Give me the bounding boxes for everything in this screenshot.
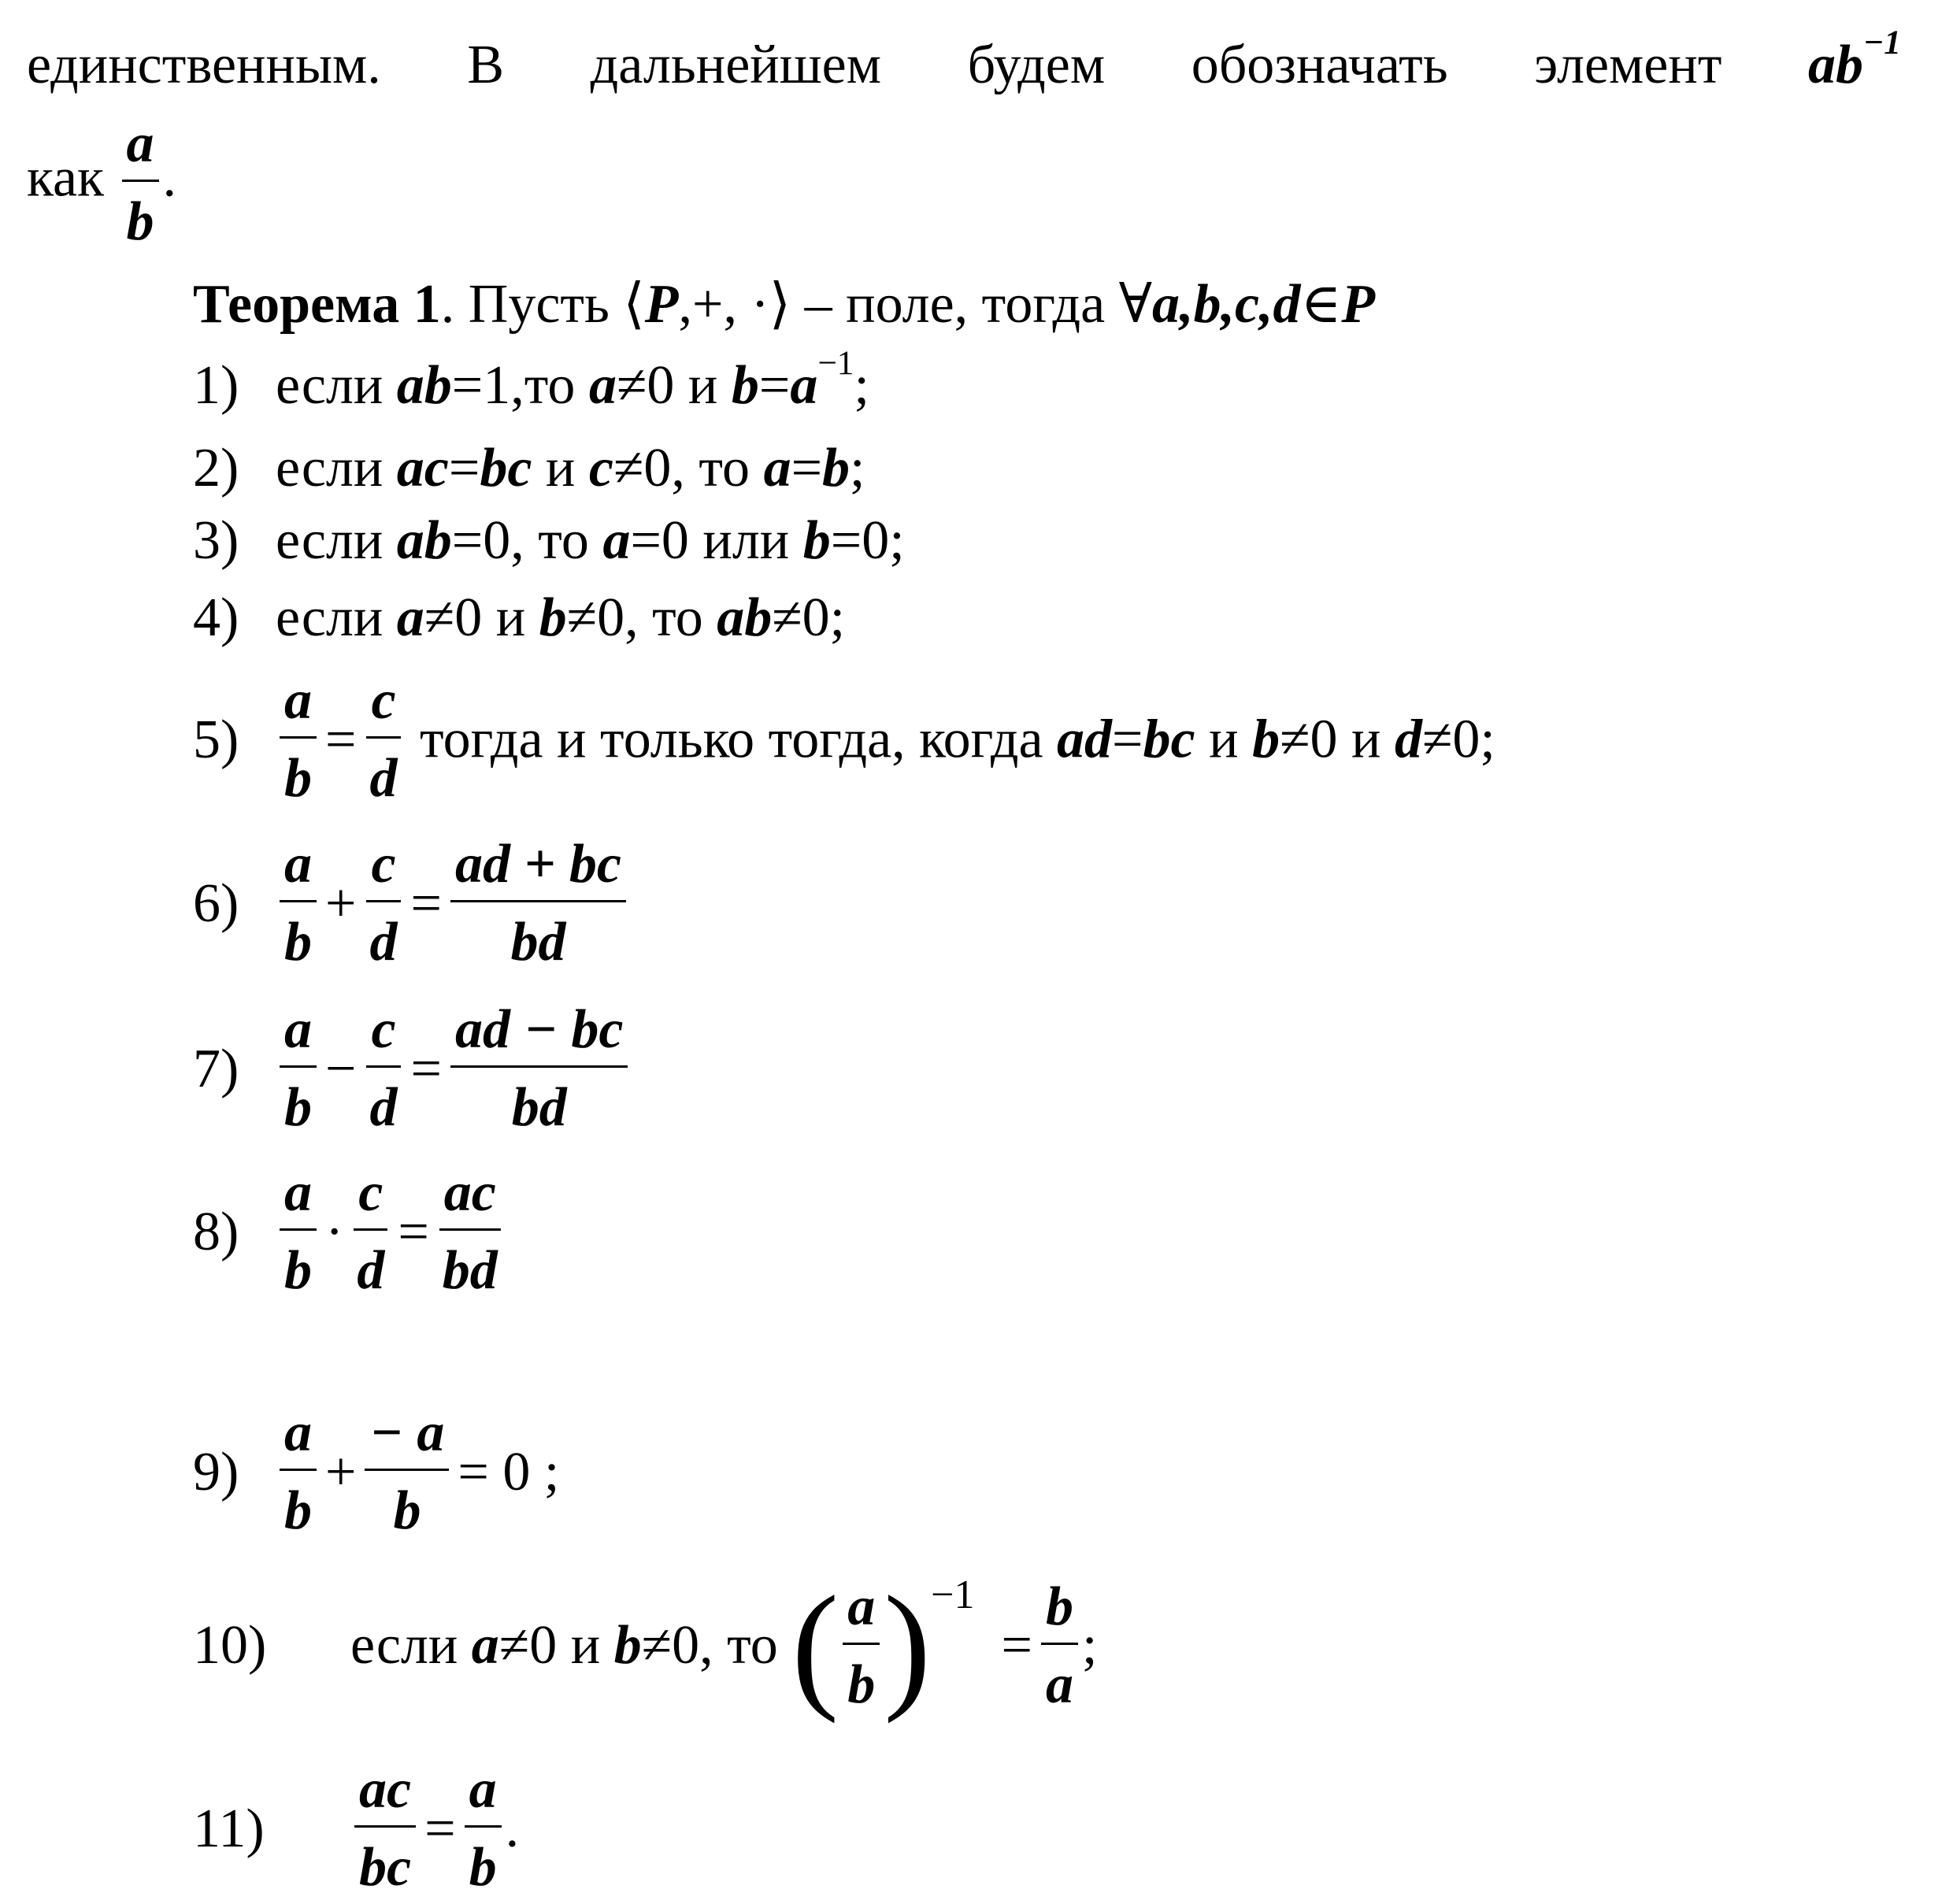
theorem-item-11: 11) $\frac{ac}{bc}$ = $\frac{a}{b}$ . <box>193 1759 520 1898</box>
theorem-item-6: 6) $\frac{a}{b}$ + $\frac{c}{d}$ = $\frac{ad + bc}{bd}$ <box>193 837 630 970</box>
intro-line-2: как $\frac{a}{b}$ . <box>27 113 177 252</box>
theorem-item-9: 9) $\frac{a}{b}$ + $\frac{- a}{b}$ = 0 ; <box>193 1402 560 1541</box>
theorem-item-7: 7) $\frac{a}{b}$ − $\frac{c}{d}$ = $\frac{ad - bc}{bd}$ <box>193 1002 632 1135</box>
theorem-item-2: 2) если ac=bc и c≠0, то a=b; <box>193 438 865 498</box>
theorem-item-5: 5) $\frac{a}{b}$ = $\frac{c}{d}$ тогда и только тогда, когда ad=bc и b≠0 и d≠0; <box>193 670 1495 809</box>
right-paren: ) <box>884 1567 932 1724</box>
theorem-heading: Теорема 1. Пусть ⟨P,+, ·⟩ – поле, тогда ∀a,b,c,d∈P <box>193 274 1376 335</box>
intro-line-1 <box>27 23 1902 95</box>
theorem-item-8: 8) $\frac{a}{b}$ · $\frac{c}{d}$ = $\frac{ac}{bd}$ <box>193 1165 506 1298</box>
theorem-item-3: 3) если ab=0, то a=0 или b=0; <box>193 510 905 571</box>
theorem-item-1: 1) если ab=1,то a≠0 и $b=a^{-1}$; <box>193 343 869 416</box>
intro-element-ab: $ab^{-1}$ <box>1808 23 1902 95</box>
theorem-title: Теорема 1 <box>193 274 441 335</box>
intro-text: единственным. В дальнейшем будем обозначать элемент <box>27 35 1722 95</box>
theorem-item-10: 10) если a≠0 и b≠0, то ( $\frac{a}{b}$ )$^{-1}$= $\frac{b}{a}$ ; <box>193 1567 1098 1724</box>
theorem-item-4: 4) если a≠0 и b≠0, то ab≠0; <box>193 587 846 648</box>
fraction-a-over-b: $\frac{a}{b}$ <box>122 117 159 250</box>
intro-prefix: как <box>27 147 105 209</box>
left-paren: ( <box>791 1567 839 1724</box>
